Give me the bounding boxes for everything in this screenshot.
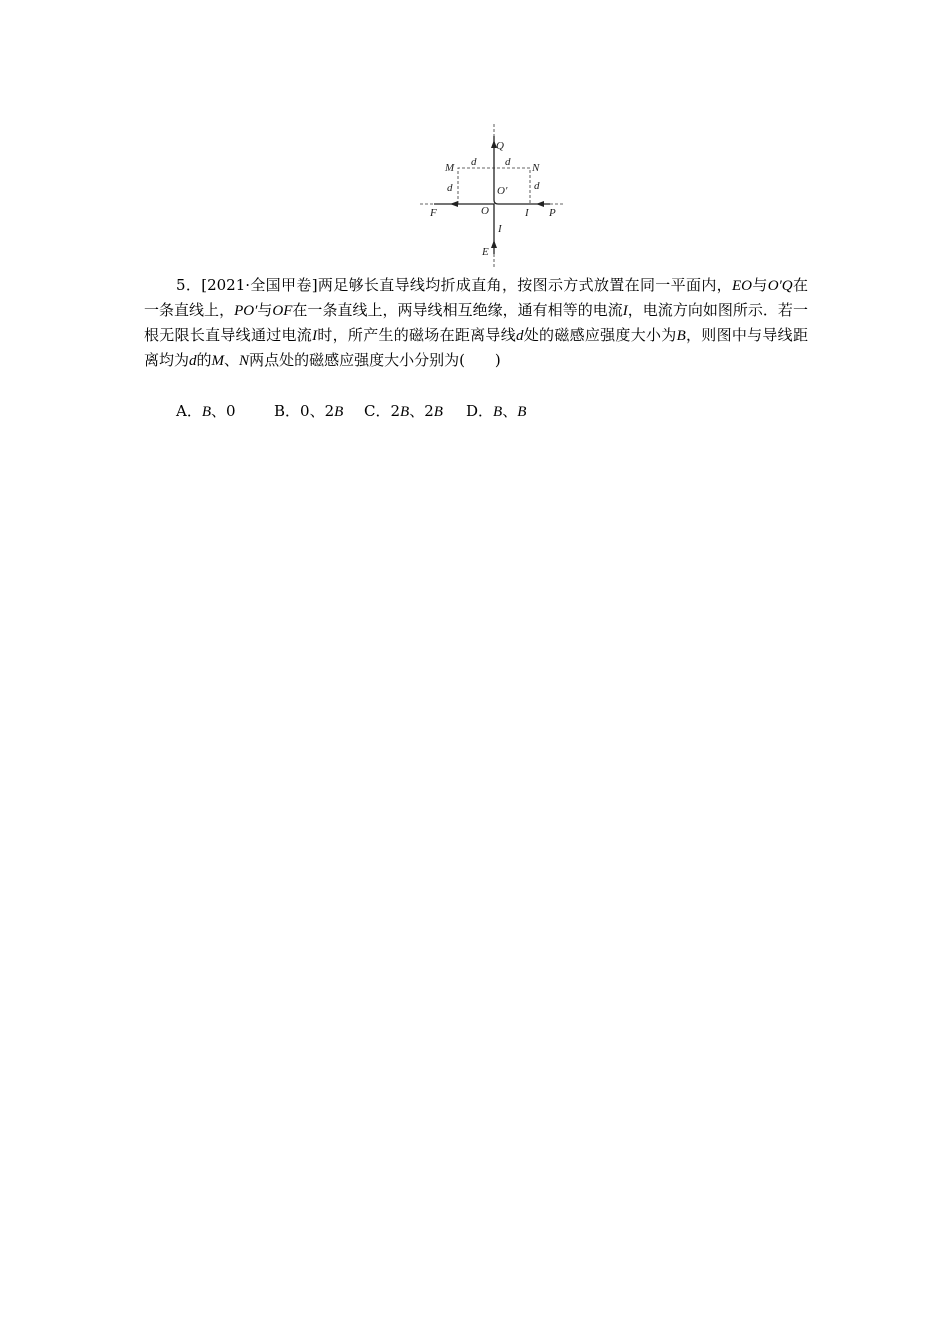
label-F: F: [430, 207, 437, 219]
label-Q: Q: [496, 140, 504, 152]
option-b[interactable]: [274, 400, 364, 423]
option-b-label: B．0、2: [274, 402, 335, 420]
option-c-label: C．2: [364, 402, 401, 420]
var-OQ: O′Q: [767, 278, 793, 294]
question-text-part: 时，所产生的磁场在距离导线: [317, 326, 516, 344]
question-text-part: 与: [257, 301, 273, 319]
option-a-label: A．: [176, 402, 202, 420]
question-text-part: 两点处的磁感应强度大小分别为( ): [249, 351, 501, 369]
var-B: B: [517, 404, 527, 420]
var-B: B: [334, 404, 344, 420]
label-d-right: d: [534, 180, 540, 192]
wire-diagram-svg: [418, 124, 566, 268]
question-5: [144, 273, 808, 373]
var-B: B: [400, 404, 410, 420]
var-B: B: [201, 404, 212, 420]
question-text-part: 的: [196, 351, 212, 369]
arrow-left-icon: [536, 201, 544, 207]
question-text-part: 处的磁感应强度大小为: [523, 326, 677, 344]
option-a-text: 、0: [211, 402, 236, 420]
option-d-text: 、: [502, 402, 518, 420]
var-N: N: [239, 353, 250, 369]
label-M: M: [445, 162, 455, 174]
label-I-bottom: I: [498, 223, 502, 235]
var-I: I: [622, 303, 628, 319]
question-text-part: 在一条直线上，: [144, 276, 808, 319]
label-E: E: [482, 246, 489, 258]
question-text-part: 两足够长直导线均折成直角，按图示方式放置在同一平面内，: [317, 276, 732, 294]
label-P: P: [549, 207, 556, 219]
wire-diagram: [418, 124, 566, 268]
var-M: M: [211, 353, 225, 369]
label-O: O: [481, 205, 489, 217]
question-text-part: ，则图中与导线距离均为: [144, 326, 808, 369]
label-d-top-right: d: [505, 156, 511, 168]
var-PO: PO′: [234, 303, 258, 319]
label-O-prime: O′: [497, 185, 508, 197]
var-B: B: [676, 328, 686, 344]
arrow-up-icon: [491, 240, 497, 248]
answer-options: [176, 400, 526, 423]
question-source: [2021·全国甲卷]: [201, 276, 318, 294]
question-text-part: 与: [752, 276, 768, 294]
option-c[interactable]: [364, 400, 466, 423]
label-N: N: [532, 162, 540, 174]
option-d-label: D．: [466, 402, 494, 420]
label-I-right: I: [525, 207, 529, 219]
question-text-part: 在一条直线上，两导线相互绝缘，通有相等的电流: [292, 301, 623, 319]
var-d: d: [189, 353, 197, 369]
question-text-part: 、: [224, 351, 240, 369]
label-d-left: d: [447, 182, 453, 194]
question-text-part: ，电流方向如图所示．若一根无限长直导线通过电流: [144, 301, 808, 344]
question-text: [144, 273, 808, 373]
var-d: d: [515, 328, 524, 344]
arrow-left-icon: [450, 201, 458, 207]
var-OF: OF: [272, 303, 293, 319]
label-d-top-left: d: [471, 156, 477, 168]
question-number: 5．: [176, 276, 202, 294]
var-I: I: [312, 328, 318, 344]
option-a[interactable]: [176, 400, 274, 423]
option-c-text: 、2: [409, 402, 434, 420]
option-d[interactable]: [466, 400, 526, 423]
var-B: B: [433, 404, 443, 420]
var-B: B: [493, 404, 503, 420]
var-EO: EO: [732, 278, 752, 294]
